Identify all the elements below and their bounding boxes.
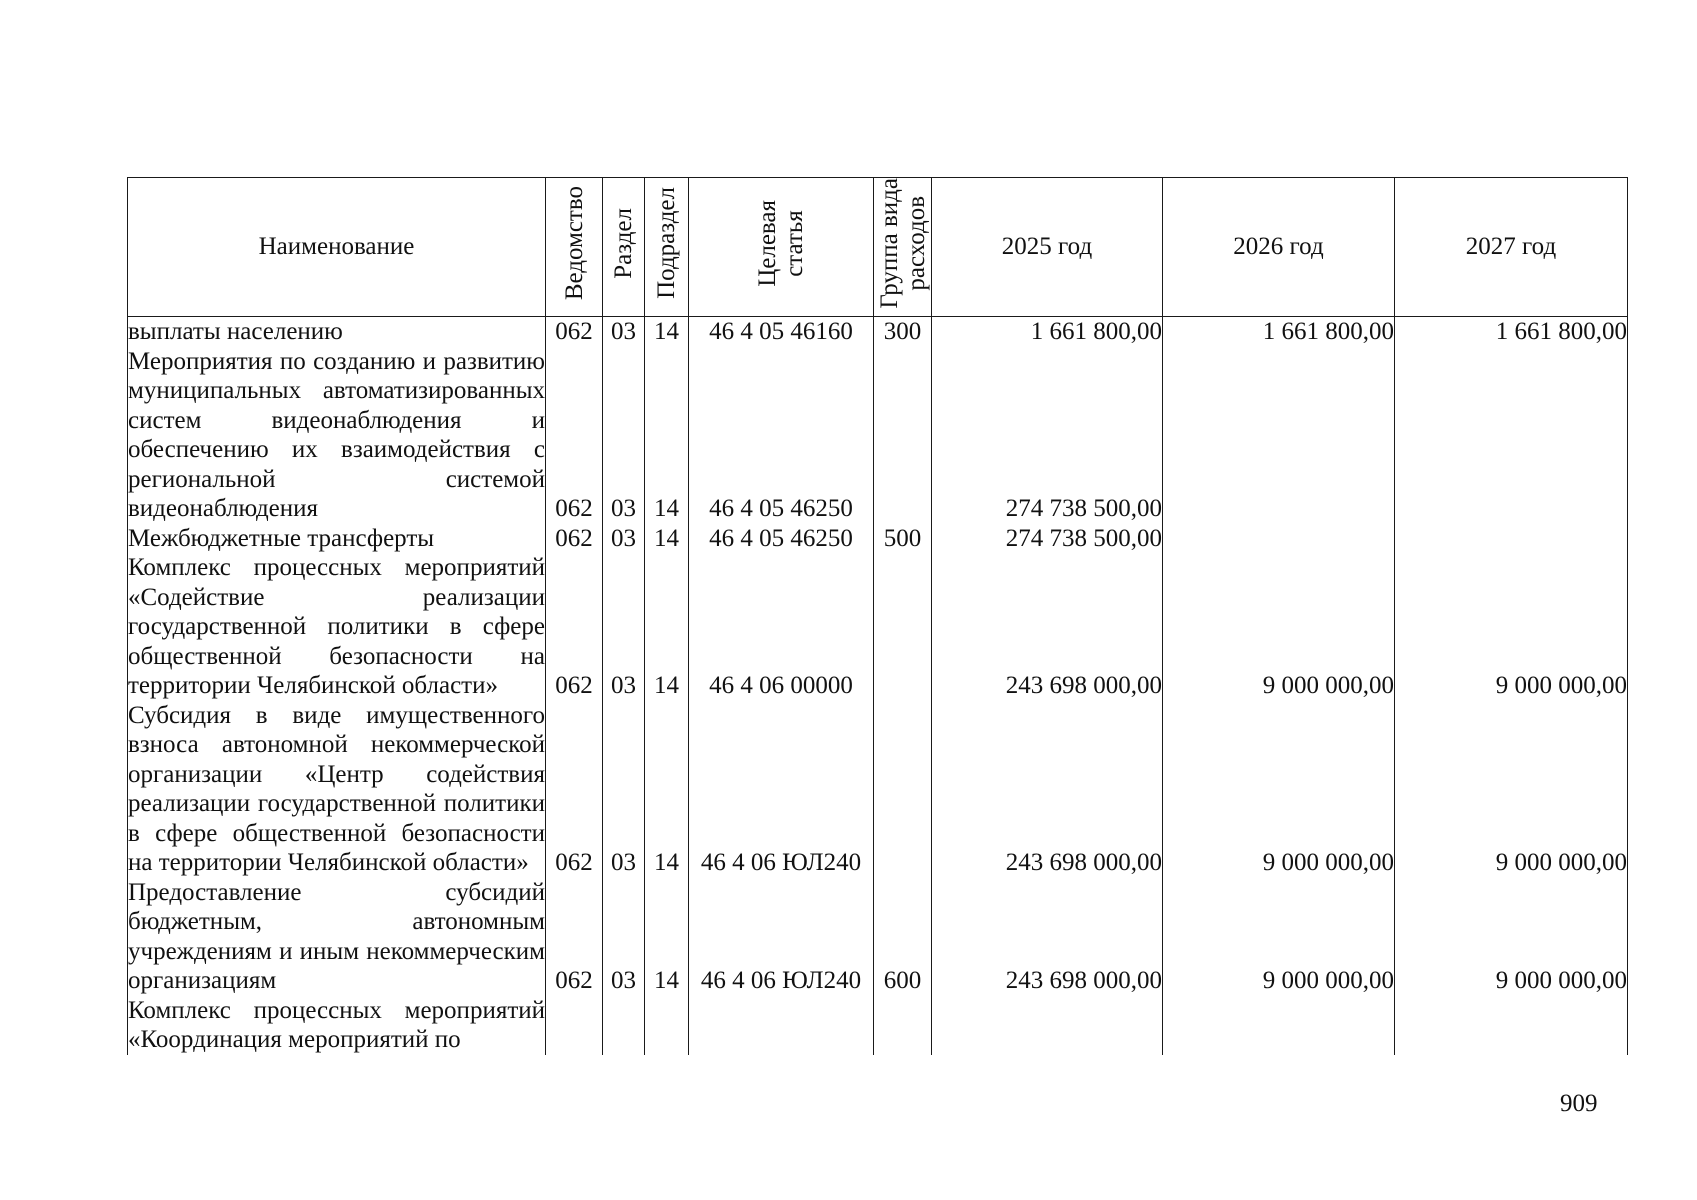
row-name: Комплекс процессных мероприятий «Содействие реализации государственной политики в сфере общественной безопасности на территории Челябинской области» — [128, 554, 545, 700]
header-target-line2: статья — [781, 210, 808, 277]
table-row — [128, 878, 1628, 996]
row-section: 03 — [603, 878, 645, 996]
row-subsection: 14 — [645, 347, 689, 524]
table-row — [128, 347, 1628, 524]
row-group — [874, 701, 932, 878]
header-subsection — [645, 178, 689, 317]
row-2025: 1 661 800,00 — [932, 317, 1163, 347]
row-2027: 9 000 000,00 — [1395, 878, 1628, 996]
row-dept: 062 — [546, 553, 603, 701]
header-group-line2: расходов — [902, 195, 930, 291]
row-target: 46 4 06 ЮЛ240 — [689, 701, 874, 878]
row-subsection: 14 — [645, 701, 689, 878]
header-target — [689, 178, 874, 317]
header-target-line1: Целевая — [754, 199, 781, 287]
row-2027 — [1395, 347, 1628, 524]
row-2025: 243 698 000,00 — [932, 553, 1163, 701]
row-target: 46 4 05 46160 — [689, 317, 874, 347]
header-group-text — [876, 178, 930, 309]
header-target-text — [754, 200, 808, 287]
row-dept — [546, 996, 603, 1055]
row-2026 — [1163, 347, 1395, 524]
row-2026: 9 000 000,00 — [1163, 553, 1395, 701]
row-section: 03 — [603, 553, 645, 701]
table-row-continued — [128, 996, 1628, 1055]
row-target: 46 4 05 46250 — [689, 347, 874, 524]
row-dept: 062 — [546, 524, 603, 554]
row-2026 — [1163, 524, 1395, 554]
page-number: 909 — [1560, 1090, 1598, 1117]
row-dept: 062 — [546, 878, 603, 996]
row-section: 03 — [603, 701, 645, 878]
row-subsection: 14 — [645, 878, 689, 996]
header-section-text: Раздел — [610, 207, 637, 279]
row-group — [874, 347, 932, 524]
row-2026: 9 000 000,00 — [1163, 701, 1395, 878]
row-group: 600 — [874, 878, 932, 996]
row-dept: 062 — [546, 701, 603, 878]
row-target: 46 4 05 46250 — [689, 524, 874, 554]
row-dept: 062 — [546, 347, 603, 524]
row-section — [603, 996, 645, 1055]
row-target: 46 4 06 00000 — [689, 553, 874, 701]
row-name: Мероприятия по созданию и развитию муниципальных автоматизированных систем видеонаблюдения и обеспечению их взаимодействия с региональной системой видеонаблюдения — [128, 347, 545, 523]
header-dept — [546, 178, 603, 317]
table-row — [128, 553, 1628, 701]
row-2026: 9 000 000,00 — [1163, 878, 1395, 996]
header-name: Наименование — [128, 178, 546, 317]
row-name: Субсидия в виде имущественного взноса автономной некоммерческой организации «Центр содействия реализации государственной политики в сфере общественной безопасности на территории Челябинской области» — [128, 701, 545, 877]
row-target — [689, 996, 874, 1055]
row-group: 500 — [874, 524, 932, 554]
header-2027: 2027 год — [1395, 178, 1628, 317]
header-subsection-text: Подраздел — [653, 187, 680, 300]
row-name: Межбюджетные трансферты — [128, 524, 546, 554]
row-group: 300 — [874, 317, 932, 347]
row-section: 03 — [603, 347, 645, 524]
row-2027 — [1395, 524, 1628, 554]
row-subsection: 14 — [645, 524, 689, 554]
row-name: Предоставление субсидий бюджетным, автономным учреждениям и иным некоммерческим организациям — [128, 878, 545, 995]
row-group — [874, 996, 932, 1055]
row-subsection: 14 — [645, 317, 689, 347]
header-2025: 2025 год — [932, 178, 1163, 317]
row-dept: 062 — [546, 317, 603, 347]
row-2027 — [1395, 996, 1628, 1055]
table-row — [128, 317, 1628, 347]
header-group-line1: Группа вида — [875, 178, 903, 309]
header-section — [603, 178, 645, 317]
budget-table — [127, 177, 1628, 1055]
row-2025: 274 738 500,00 — [932, 524, 1163, 554]
table-row — [128, 701, 1628, 878]
table-header — [128, 178, 1628, 317]
row-2025 — [932, 996, 1163, 1055]
table-body — [128, 317, 1628, 1055]
row-section: 03 — [603, 524, 645, 554]
header-2026: 2026 год — [1163, 178, 1395, 317]
row-group — [874, 553, 932, 701]
row-2026: 1 661 800,00 — [1163, 317, 1395, 347]
row-2025: 243 698 000,00 — [932, 701, 1163, 878]
row-subsection: 14 — [645, 553, 689, 701]
row-2027: 9 000 000,00 — [1395, 701, 1628, 878]
table-row — [128, 524, 1628, 554]
row-2027: 9 000 000,00 — [1395, 553, 1628, 701]
row-name: Комплекс процессных мероприятий «Координация мероприятий по — [128, 996, 545, 1054]
row-2025: 243 698 000,00 — [932, 878, 1163, 996]
row-2025: 274 738 500,00 — [932, 347, 1163, 524]
header-dept-text: Ведомство — [560, 186, 588, 301]
row-section: 03 — [603, 317, 645, 347]
row-target: 46 4 06 ЮЛ240 — [689, 878, 874, 996]
row-2027: 1 661 800,00 — [1395, 317, 1628, 347]
row-subsection — [645, 996, 689, 1055]
row-2026 — [1163, 996, 1395, 1055]
row-name: выплаты населению — [128, 317, 546, 347]
header-group — [874, 178, 932, 317]
